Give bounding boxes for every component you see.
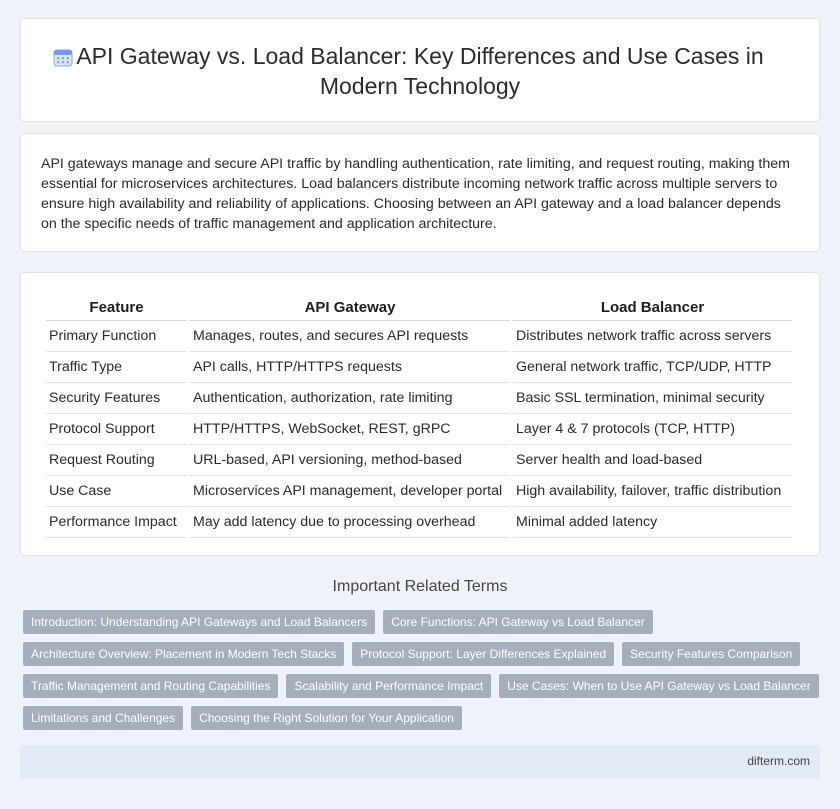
related-tag[interactable]: Choosing the Right Solution for Your Application (191, 706, 462, 730)
table-row (46, 321, 792, 352)
footer-site-link[interactable]: difterm.com (747, 754, 810, 768)
header-card (20, 18, 820, 122)
table-cell: Distributes network traffic across servers (513, 321, 792, 352)
table-cell: Layer 4 & 7 protocols (TCP, HTTP) (513, 414, 792, 445)
table-row (46, 414, 792, 445)
table-cell: HTTP/HTTPS, WebSocket, REST, gRPC (190, 414, 510, 445)
table-cell: Security Features (46, 383, 187, 414)
comparison-card (20, 272, 820, 556)
table-cell: Manages, routes, and secures API requests (190, 321, 510, 352)
table-cell: Microservices API management, developer portal (190, 476, 510, 507)
table-cell: Traffic Type (46, 352, 187, 383)
table-cell: Performance Impact (46, 507, 187, 538)
related-tag[interactable]: Use Cases: When to Use API Gateway vs Load Balancer (499, 674, 818, 698)
table-row (46, 507, 792, 538)
table-cell: URL-based, API versioning, method-based (190, 445, 510, 476)
table-cell: Request Routing (46, 445, 187, 476)
related-terms-title: Important Related Terms (332, 578, 508, 595)
related-tag[interactable]: Scalability and Performance Impact (286, 674, 491, 698)
table-row (46, 476, 792, 507)
related-tag[interactable]: Architecture Overview: Placement in Modern Tech Stacks (23, 642, 344, 666)
table-cell: Primary Function (46, 321, 187, 352)
table-cell: Basic SSL termination, minimal security (513, 383, 792, 414)
intro-card (20, 133, 820, 252)
related-tag[interactable]: Traffic Management and Routing Capabilities (23, 674, 278, 698)
related-tag[interactable]: Security Features Comparison (622, 642, 800, 666)
related-tag[interactable]: Core Functions: API Gateway vs Load Balancer (383, 610, 652, 634)
intro-paragraph: API gateways manage and secure API traffic by handling authentication, rate limiting, and request routing, making them essential for microservices architectures. Load balancers distribute incoming network traffic across multiple servers to ensure high availability and reliability of applications. Choosing between an API gateway and a load balancer depends on the specific needs of traffic management and application architecture. (41, 156, 790, 232)
related-terms-tags (23, 610, 823, 738)
table-cell: Authentication, authorization, rate limiting (190, 383, 510, 414)
table-cell: API calls, HTTP/HTTPS requests (190, 352, 510, 383)
table-cell: Minimal added latency (513, 507, 792, 538)
header-api-gateway: API Gateway (190, 293, 510, 321)
related-tag[interactable]: Protocol Support: Layer Differences Explained (352, 642, 614, 666)
related-tag[interactable]: Limitations and Challenges (23, 706, 183, 730)
header-feature: Feature (46, 293, 187, 321)
table-cell: Use Case (46, 476, 187, 507)
table-header-row (46, 293, 792, 321)
page-title: API Gateway vs. Load Balancer: Key Differences and Use Cases in Modern Technology (76, 43, 764, 99)
table-cell: May add latency due to processing overhead (190, 507, 510, 538)
table-cell: Server health and load-based (513, 445, 792, 476)
table-cell: General network traffic, TCP/UDP, HTTP (513, 352, 792, 383)
table-row (46, 445, 792, 476)
header-load-balancer: Load Balancer (513, 293, 792, 321)
comparison-table (43, 293, 795, 538)
table-cell: Protocol Support (46, 414, 187, 445)
table-cell: High availability, failover, traffic distribution (513, 476, 792, 507)
table-row (46, 383, 792, 414)
footer (20, 745, 820, 778)
related-tag[interactable]: Introduction: Understanding API Gateways and Load Balancers (23, 610, 375, 634)
table-row (46, 352, 792, 383)
